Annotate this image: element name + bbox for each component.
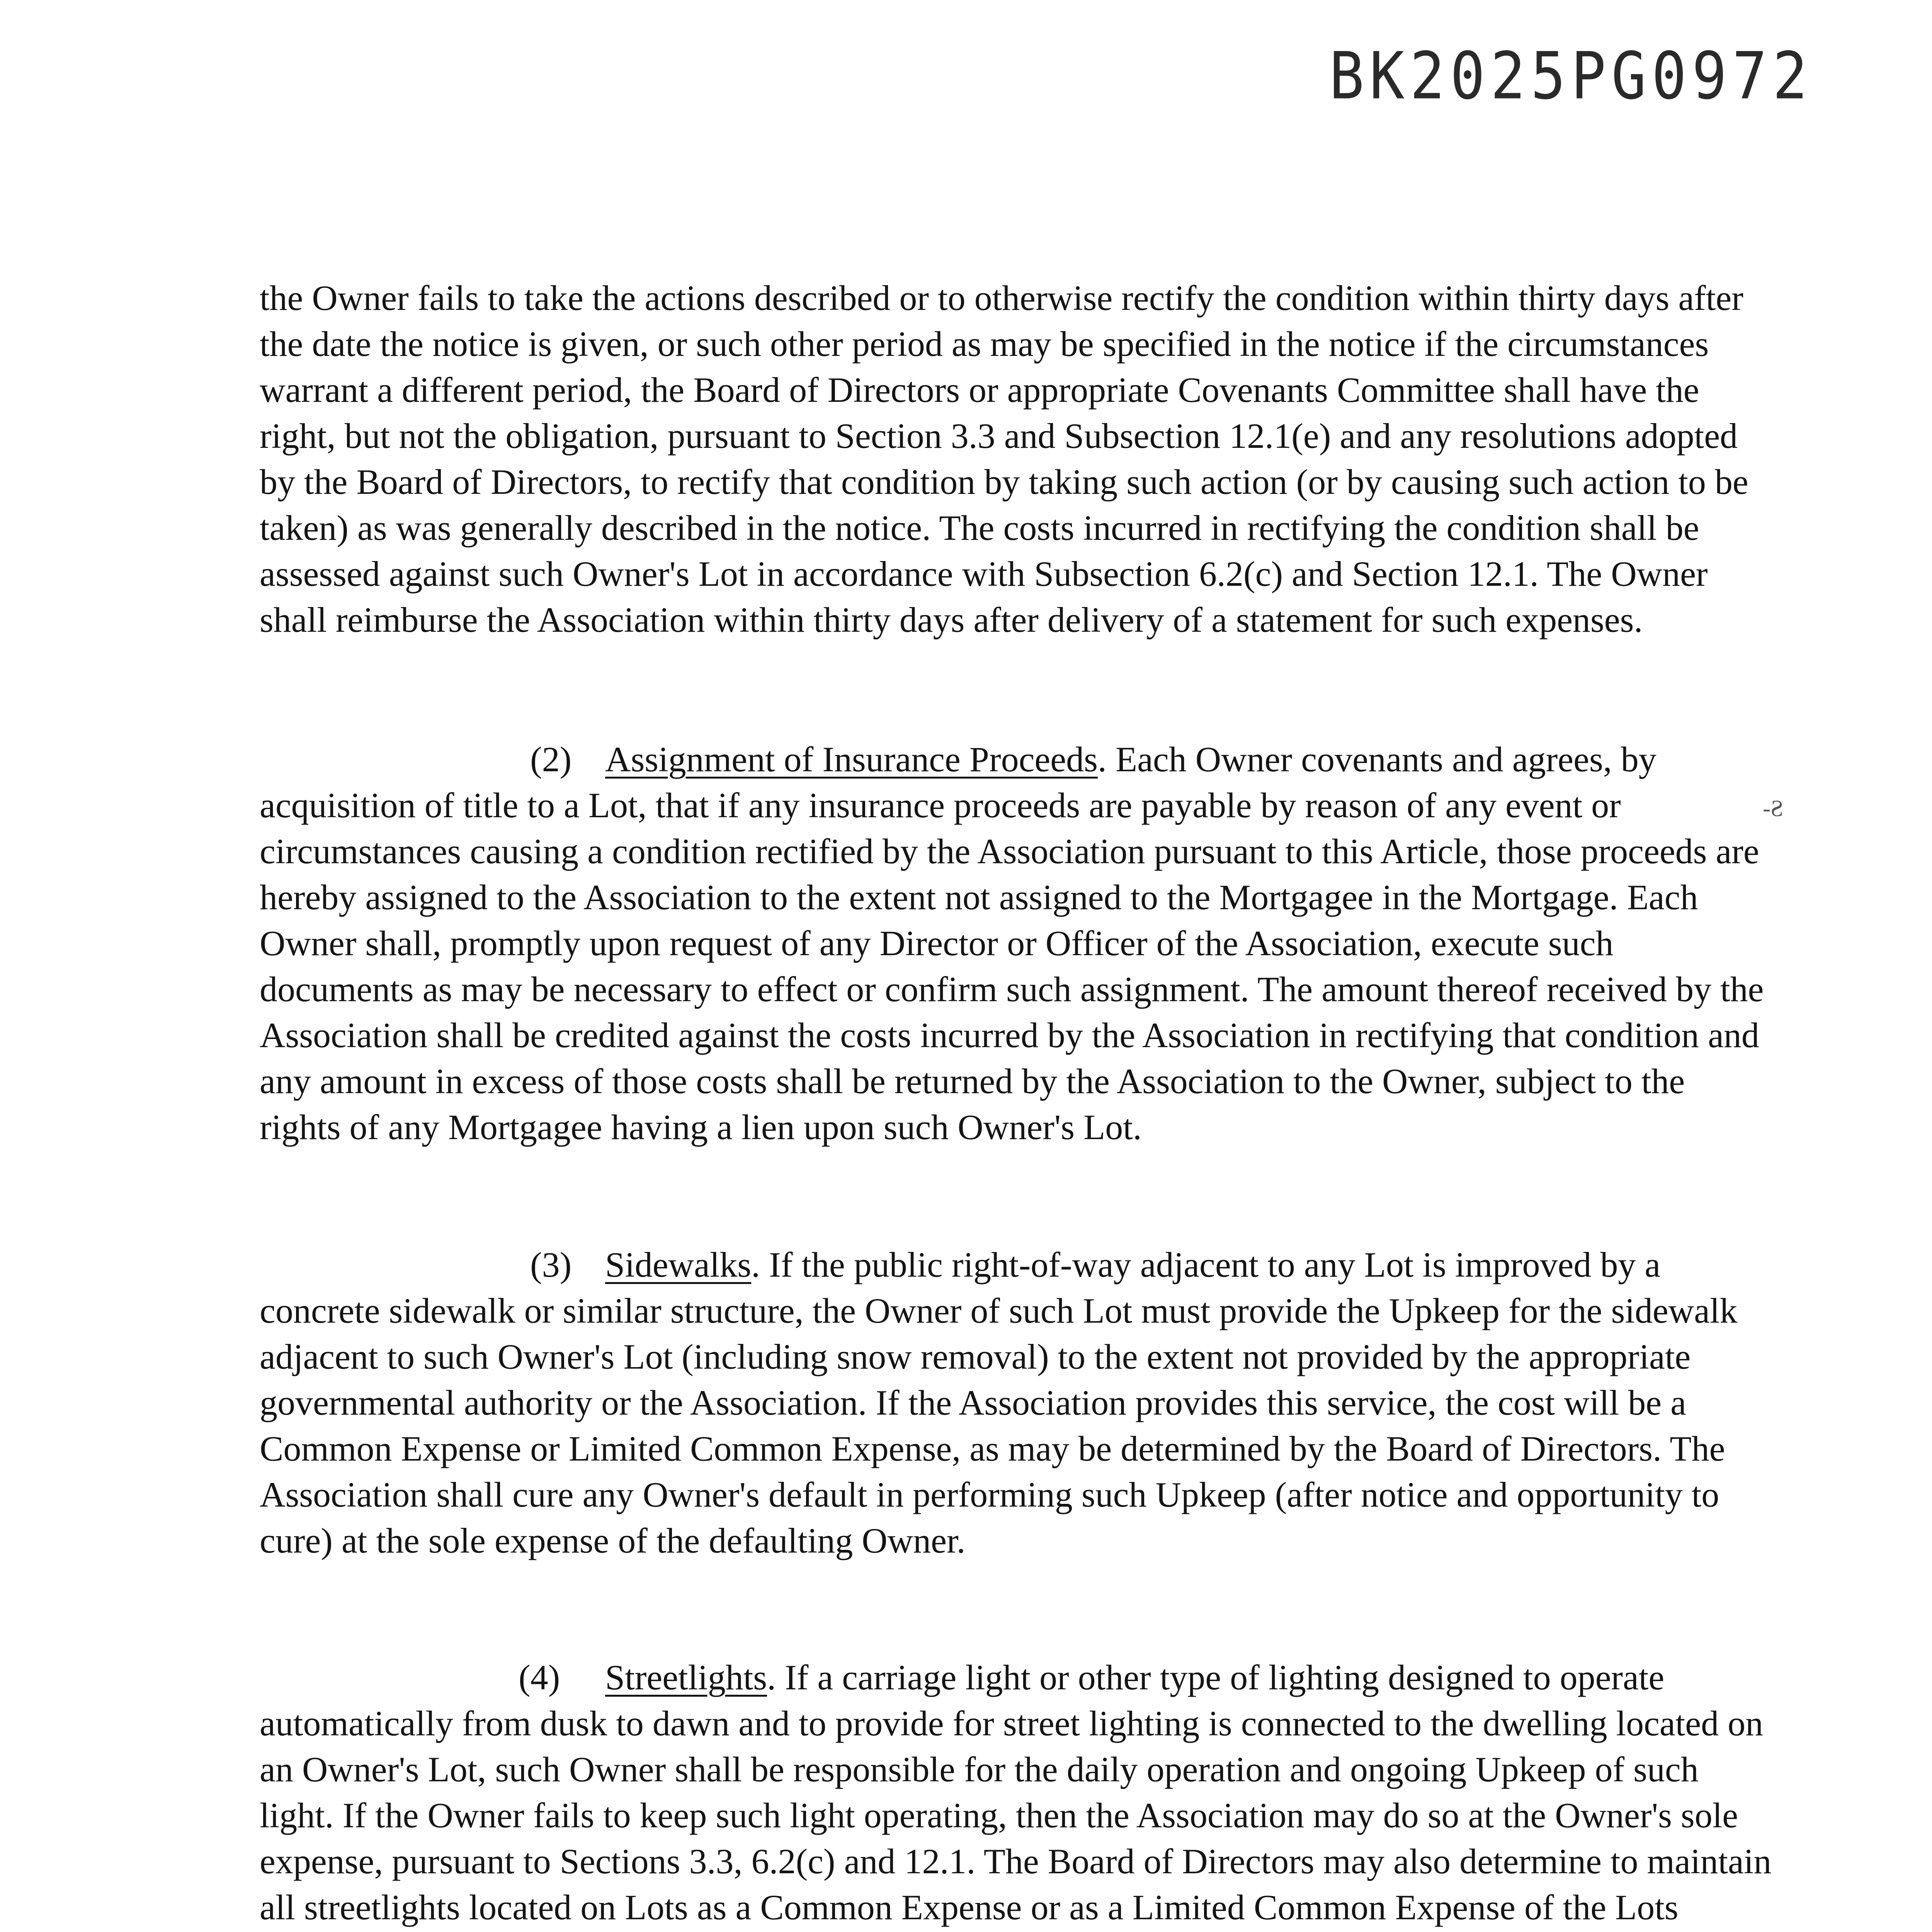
paragraph-number: (2)	[530, 740, 572, 779]
paragraph-number: (3)	[530, 1245, 572, 1284]
book-page-stamp: BK2025PG0972	[1329, 39, 1813, 114]
paragraph-insurance-proceeds	[260, 736, 1774, 1150]
paragraph-rectify-condition	[260, 275, 1774, 643]
paragraph-sidewalks	[260, 1242, 1774, 1564]
paragraph-heading: Assignment of Insurance Proceeds	[605, 740, 1098, 779]
paragraph-heading: Sidewalks	[605, 1245, 752, 1284]
paragraph-number: (4)	[519, 1658, 560, 1697]
paragraph-text: . Each Owner covenants and agrees, by acquisition of title to a Lot, that if any insurance proceeds are payable by reason of any event or circumstances causing a condition rectified by the Association pursuant to this Article, those proceeds are hereby assigned to the Association to the extent not assigned to the Mortgagee in the Mortgage. Each Owner shall, promptly upon request of any Director or Officer of the Association, execute such documents as may be necessary to effect or confirm such assignment. The amount thereof received by the Association shall be credited against the costs incurred by the Association in rectifying that condition and any amount in excess of those costs shall be returned by the Association to the Owner, subject to the rights of any Mortgagee having a lien upon such Owner's Lot.	[260, 740, 1764, 1147]
margin-mark: -Ƨ	[1763, 796, 1784, 821]
paragraph-streetlights	[260, 1655, 1774, 1932]
paragraph-text: . If the public right-of-way adjacent to any Lot is improved by a concrete sidewalk or similar structure, the Owner of such Lot must provide the Upkeep for the sidewalk adjacent to such Owner's Lot (including snow removal) to the extent not provided by the appropriate governmental authority or the Association. If the Association provides this service, the cost will be a Common Expense or Limited Common Expense, as may be determined by the Board of Directors. The Association shall cure any Owner's default in performing such Upkeep (after notice and opportunity to cure) at the sole expense of the defaulting Owner.	[260, 1245, 1738, 1560]
paragraph-text: . If a carriage light or other type of lighting designed to operate automatically from dusk to dawn and to provide for street lighting is connected to the dwelling located on an Owner's Lot, such Owner shall be responsible for the daily operation and ongoing Upkeep of such light. If the Owner fails to keep such light operating, then the Association may do so at the Owner's sole expense, pursuant to Sections 3.3, 6.2(c) and 12.1. The Board of Directors may also determine to maintain all streetlights located on Lots as a Common Expense or as a Limited Common Expense of the Lots	[260, 1658, 1772, 1927]
paragraph-text: the Owner fails to take the actions described or to otherwise rectify the condition within thirty days after the date the notice is given, or such other period as may be specified in the notice if the circumstances warrant a different period, the Board of Directors or appropriate Covenants Committee shall have the right, but not the obligation, pursuant to Section 3.3 and Subsection 12.1(e) and any resolutions adopted by the Board of Directors, to rectify that condition by taking such action (or by causing such action to be taken) as was generally described in the notice. The costs incurred in rectifying the condition shall be assessed against such Owner's Lot in accordance with Subsection 6.2(c) and Section 12.1. The Owner shall reimburse the Association within thirty days after delivery of a statement for such expenses.	[260, 278, 1748, 639]
paragraph-heading: Streetlights	[605, 1658, 767, 1697]
